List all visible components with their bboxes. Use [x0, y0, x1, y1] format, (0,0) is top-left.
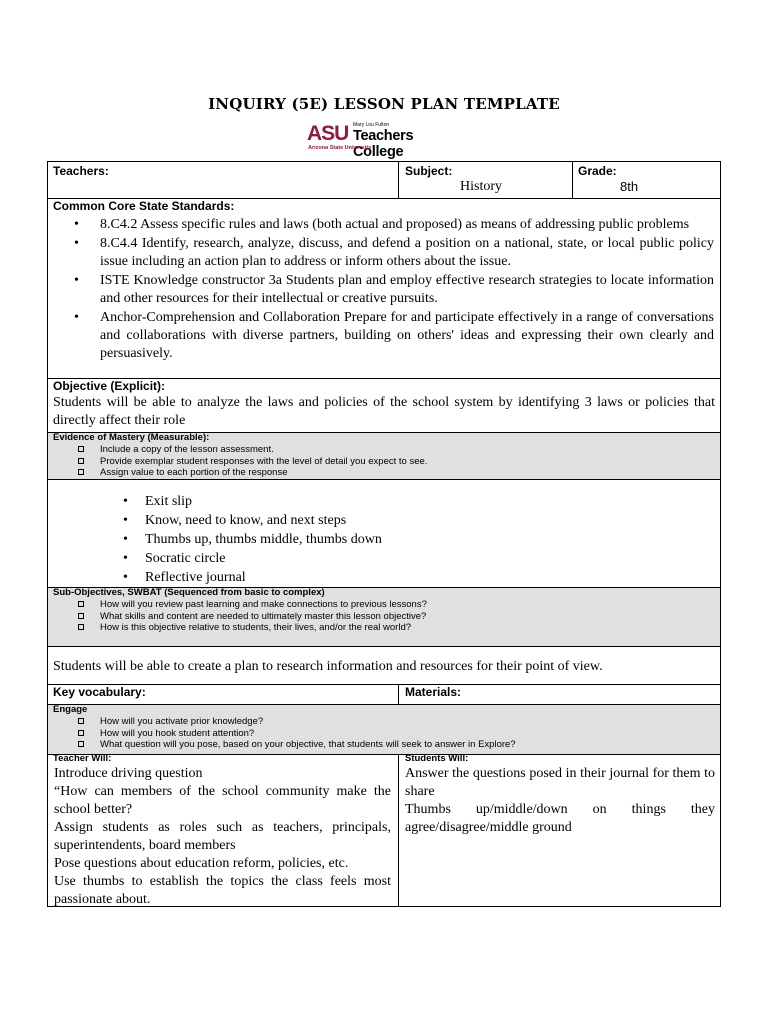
subobjectives-checklist [78, 599, 427, 634]
teachers-label: Teachers: [53, 164, 109, 178]
checklist-item: How will you hook student attention? [78, 728, 516, 740]
assessment-item: • Know, need to know, and next steps [123, 511, 382, 530]
subobjectives-label: Sub-Objectives, SWBAT (Sequenced from basic to complex) [53, 587, 325, 598]
engage-checklist [78, 716, 516, 751]
checklist-item: How will you activate prior knowledge? [78, 716, 516, 728]
standard-item: • 8.C4.2 Assess specific rules and laws (both actual and proposed) as means of addressing public problems [74, 216, 714, 234]
assessment-item: • Exit slip [123, 492, 382, 511]
teacher-will-label: Teacher Will: [53, 753, 112, 764]
document-title: INQUIRY (5E) LESSON PLAN TEMPLATE [208, 95, 560, 113]
subobjective-text: Students will be able to create a plan to research information and resources for their point of view. [53, 659, 603, 674]
standard-item: • Anchor-Comprehension and Collaboration Prepare for and participate effectively in a range of conversations and collaborations with diverse partners, building on others' ideas and expressing their own clearly and persuasively. [74, 309, 714, 363]
students-will-column [405, 765, 715, 837]
row-divider [48, 479, 720, 480]
standards-list [74, 216, 714, 364]
teacher-line: Use thumbs to establish the topics the class feels most passionate about. [54, 874, 391, 907]
subject-value: History [460, 179, 502, 194]
checkbox-icon [78, 730, 84, 736]
subject-label: Subject: [405, 164, 453, 178]
column-divider [572, 162, 573, 198]
logo-university: Arizona State University [308, 145, 372, 151]
logo-college-name: Teachers College [353, 128, 414, 160]
column-divider [398, 684, 399, 704]
checkbox-icon [78, 718, 84, 724]
logo-small-text: Mary Lou Fulton [353, 122, 390, 128]
evidence-label: Evidence of Mastery (Measurable): [53, 432, 210, 443]
row-divider [48, 684, 720, 685]
checkbox-icon [78, 601, 84, 607]
vocabulary-label: Key vocabulary: [53, 685, 146, 699]
checkbox-icon [78, 624, 84, 630]
checklist-item: Provide exemplar student responses with the level of detail you expect to see. [78, 456, 427, 468]
teacher-line: Pose questions about education reform, policies, etc. [54, 856, 349, 871]
assessment-item: • Socratic circle [123, 549, 382, 568]
checkbox-icon [78, 458, 84, 464]
teacher-line: “How can members of the school community make the school better? [54, 784, 391, 817]
student-line: Thumbs up/middle/down on things they agree/disagree/middle ground [405, 802, 715, 835]
assessment-list [123, 492, 382, 587]
column-divider [398, 162, 399, 198]
checkbox-icon [78, 446, 84, 452]
teacher-will-column [54, 765, 391, 909]
row-divider [48, 754, 720, 755]
checkbox-icon [78, 613, 84, 619]
row-divider [48, 704, 720, 705]
checklist-item: How will you review past learning and make connections to previous lessons? [78, 599, 427, 611]
teacher-line: Assign students as roles such as teachers, principals, superintendents, board members [54, 820, 391, 853]
evidence-checklist [78, 444, 427, 479]
lesson-plan-table [47, 161, 721, 907]
asu-teachers-college-logo [307, 120, 467, 160]
standards-label: Common Core State Standards: [53, 199, 235, 213]
assessment-item: • Reflective journal [123, 568, 382, 587]
checklist-item: Include a copy of the lesson assessment. [78, 444, 427, 456]
checkbox-icon [78, 741, 84, 747]
objective-text: Students will be able to analyze the laws and policies of the school system by identifying 3 laws or policies that directly affect their role [53, 395, 715, 428]
checkbox-icon [78, 469, 84, 475]
column-divider [398, 754, 399, 906]
objective-label: Objective (Explicit): [53, 379, 166, 393]
checklist-item: What question will you pose, based on your objective, that students will seek to answer in Explore? [78, 739, 516, 751]
students-will-label: Students Will: [405, 753, 469, 764]
grade-label: Grade: [578, 164, 617, 178]
checklist-item: Assign value to each portion of the response [78, 467, 427, 479]
row-divider [48, 646, 720, 647]
standard-item: • 8.C4.4 Identify, research, analyze, discuss, and defend a position on a national, state, or local public policy issue including an action plan to address or inform others about the issue. [74, 235, 714, 271]
checklist-item: How is this objective relative to students, their lives, and/or the real world? [78, 622, 427, 634]
student-line: Answer the questions posed in their journal for them to share [405, 766, 715, 799]
standard-item: • ISTE Knowledge constructor 3a Students plan and employ effective research strategies to locate information and other resources for their intellectual or creative pursuits. [74, 272, 714, 308]
checklist-item: What skills and content are needed to ultimately master this lesson objective? [78, 611, 427, 623]
logo-mark: ASU [307, 122, 349, 145]
teacher-line: Introduce driving question [54, 766, 203, 781]
engage-label: Engage [53, 704, 88, 715]
assessment-item: • Thumbs up, thumbs middle, thumbs down [123, 530, 382, 549]
materials-label: Materials: [405, 685, 462, 699]
grade-value: 8th [620, 179, 639, 194]
